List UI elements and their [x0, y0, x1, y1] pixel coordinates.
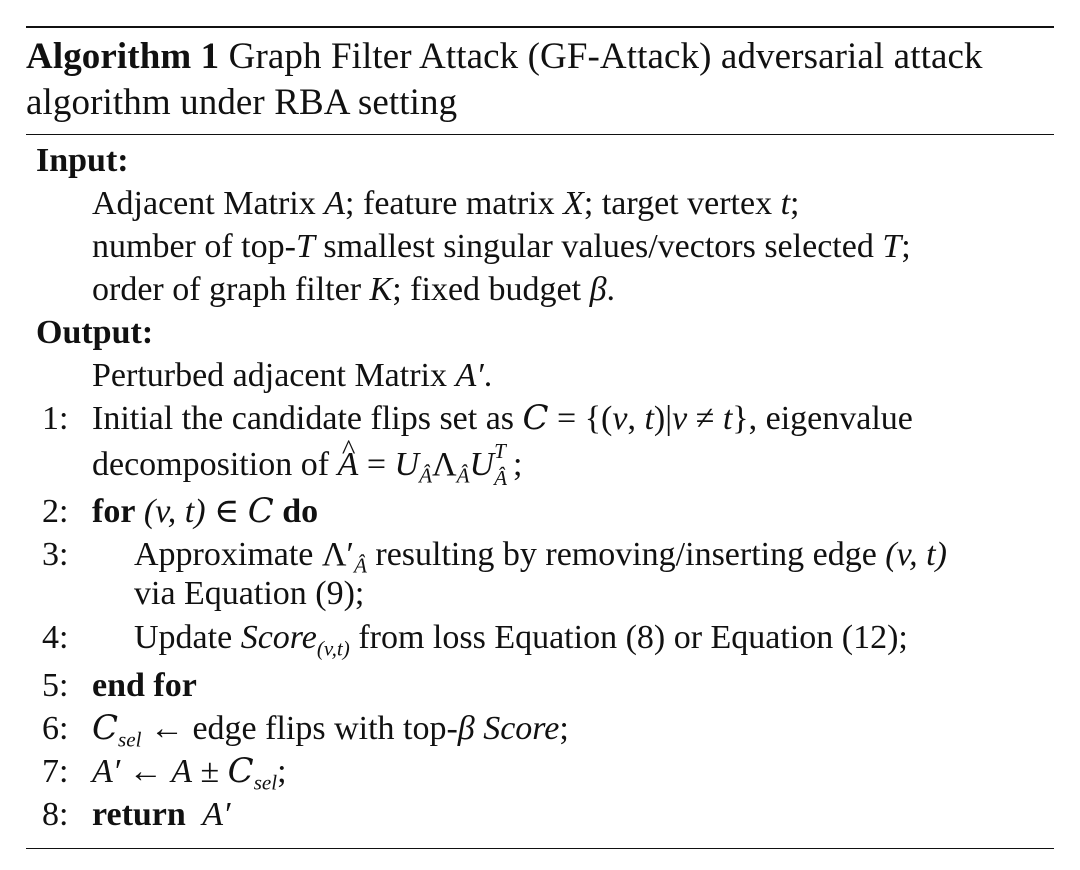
math-symbol: Score — [474, 710, 560, 747]
math-symbol: U — [394, 446, 420, 483]
math-supsub — [494, 438, 513, 491]
algorithm-body — [26, 135, 1054, 836]
math-symbol: β — [457, 710, 475, 747]
math-symbol: C — [227, 751, 254, 791]
algorithm-label: Algorithm 1 — [26, 36, 220, 77]
math-symbol: ^ A — [338, 440, 359, 490]
math-symbol: A — [324, 185, 346, 222]
math-expression: (v, t) ∈ — [135, 493, 248, 530]
math-operator: = — [358, 446, 395, 483]
math-subscript: sel — [118, 727, 142, 752]
step-text: decomposition of — [92, 446, 338, 483]
line-number: 1: — [42, 400, 69, 437]
math-symbol: t — [780, 185, 791, 222]
math-symbol: T — [295, 228, 315, 265]
math-symbol: Λ — [431, 446, 457, 483]
math-symbol: A′ — [92, 753, 121, 790]
math-operator: ← — [141, 710, 193, 747]
step-text: Update — [134, 619, 241, 656]
math-operator: ≠ — [687, 400, 723, 437]
math-symbol: t — [644, 400, 654, 437]
step-6 — [26, 707, 1054, 750]
math-expression: (v, t) — [885, 536, 947, 573]
math-symbol: Score — [240, 619, 317, 656]
line-number: 4: — [42, 619, 69, 656]
math-operator: )| — [653, 400, 673, 437]
math-symbol: T — [882, 228, 902, 265]
step-4 — [26, 612, 1054, 664]
algorithm-caption — [26, 28, 1054, 126]
input-line-3 — [26, 268, 1054, 311]
input-text: number of top- — [92, 228, 296, 265]
math-symbol: U — [469, 446, 495, 483]
keyword: for — [92, 493, 136, 530]
math-symbol: K — [369, 271, 393, 308]
input-line-2 — [26, 225, 1054, 268]
line-number: 3: — [42, 536, 69, 573]
math-operator: ; — [559, 710, 569, 747]
line-number: 5: — [42, 667, 69, 704]
step-text: , eigenvalue — [748, 400, 913, 437]
input-text: ; feature matrix — [345, 185, 564, 222]
math-operator: ; — [277, 753, 287, 790]
keyword: return — [92, 796, 186, 833]
algorithm-block — [26, 26, 1054, 849]
keyword: end for — [92, 667, 197, 704]
input-text: ; — [901, 228, 911, 265]
output-text: Perturbed adjacent Matrix — [92, 357, 456, 394]
math-operator: ; — [513, 446, 523, 483]
math-symbol: A — [171, 753, 192, 790]
step-3 — [26, 533, 1054, 576]
step-1 — [26, 397, 1054, 440]
algorithm-title: Graph Filter Attack (GF-Attack) adversarial attack algorithm under RBA setting — [26, 36, 983, 123]
input-text: . — [606, 271, 616, 308]
math-symbol: A′ — [455, 357, 484, 394]
line-number: 6: — [42, 710, 69, 747]
step-text: edge flips with top- — [192, 710, 458, 747]
step-text: Approximate — [134, 536, 322, 573]
input-text: order of graph filter — [92, 271, 370, 308]
output-text: . — [483, 357, 493, 394]
input-text: ; — [790, 185, 800, 222]
step-5 — [26, 664, 1054, 707]
math-operator: ← — [120, 753, 172, 790]
math-subscript: Â — [419, 463, 432, 488]
input-line-1 — [26, 182, 1054, 225]
math-operator: , — [627, 400, 645, 437]
math-symbol: A′ — [185, 796, 231, 833]
step-text: from loss Equation (8) or Equation (12); — [349, 619, 908, 656]
math-operator: ± — [192, 753, 228, 790]
step-1-continued — [26, 440, 1054, 490]
math-symbol: β — [589, 271, 607, 308]
input-heading: Input: — [36, 142, 129, 179]
math-subscript: Â — [494, 466, 507, 491]
line-number: 2: — [42, 493, 69, 530]
input-text: ; target vertex — [583, 185, 781, 222]
math-symbol: C — [247, 491, 274, 531]
math-subscript: (v,t) — [316, 636, 350, 661]
line-number: 8: — [42, 796, 69, 833]
math-symbol: v — [672, 400, 688, 437]
input-text: smallest singular values/vectors selected — [314, 228, 883, 265]
math-subscript: sel — [253, 770, 278, 795]
step-2 — [26, 490, 1054, 533]
math-symbol: C — [92, 708, 119, 748]
math-operator: = {( — [548, 400, 613, 437]
step-7 — [26, 750, 1054, 793]
math-superscript: T — [494, 438, 506, 463]
keyword: do — [273, 493, 319, 530]
output-line-1 — [26, 354, 1054, 397]
math-operator: } — [732, 400, 749, 437]
line-number: 7: — [42, 753, 69, 790]
math-symbol: C — [522, 398, 549, 438]
step-text: Initial the candidate flips set as — [92, 400, 523, 437]
math-symbol: Λ′ — [321, 536, 354, 573]
math-symbol: t — [722, 400, 733, 437]
math-subscript: Â — [354, 553, 367, 578]
step-text: via Equation (9); — [134, 575, 365, 612]
step-text: resulting by removing/inserting edge — [366, 536, 886, 573]
math-subscript: Â — [456, 463, 470, 488]
bottom-rule — [26, 848, 1054, 849]
step-8 — [26, 793, 1054, 836]
math-symbol: v — [612, 400, 628, 437]
math-symbol: X — [563, 185, 584, 222]
input-text: Adjacent Matrix — [92, 185, 325, 222]
step-3-continued — [26, 576, 1054, 612]
input-text: ; fixed budget — [392, 271, 590, 308]
output-heading: Output: — [36, 314, 154, 351]
